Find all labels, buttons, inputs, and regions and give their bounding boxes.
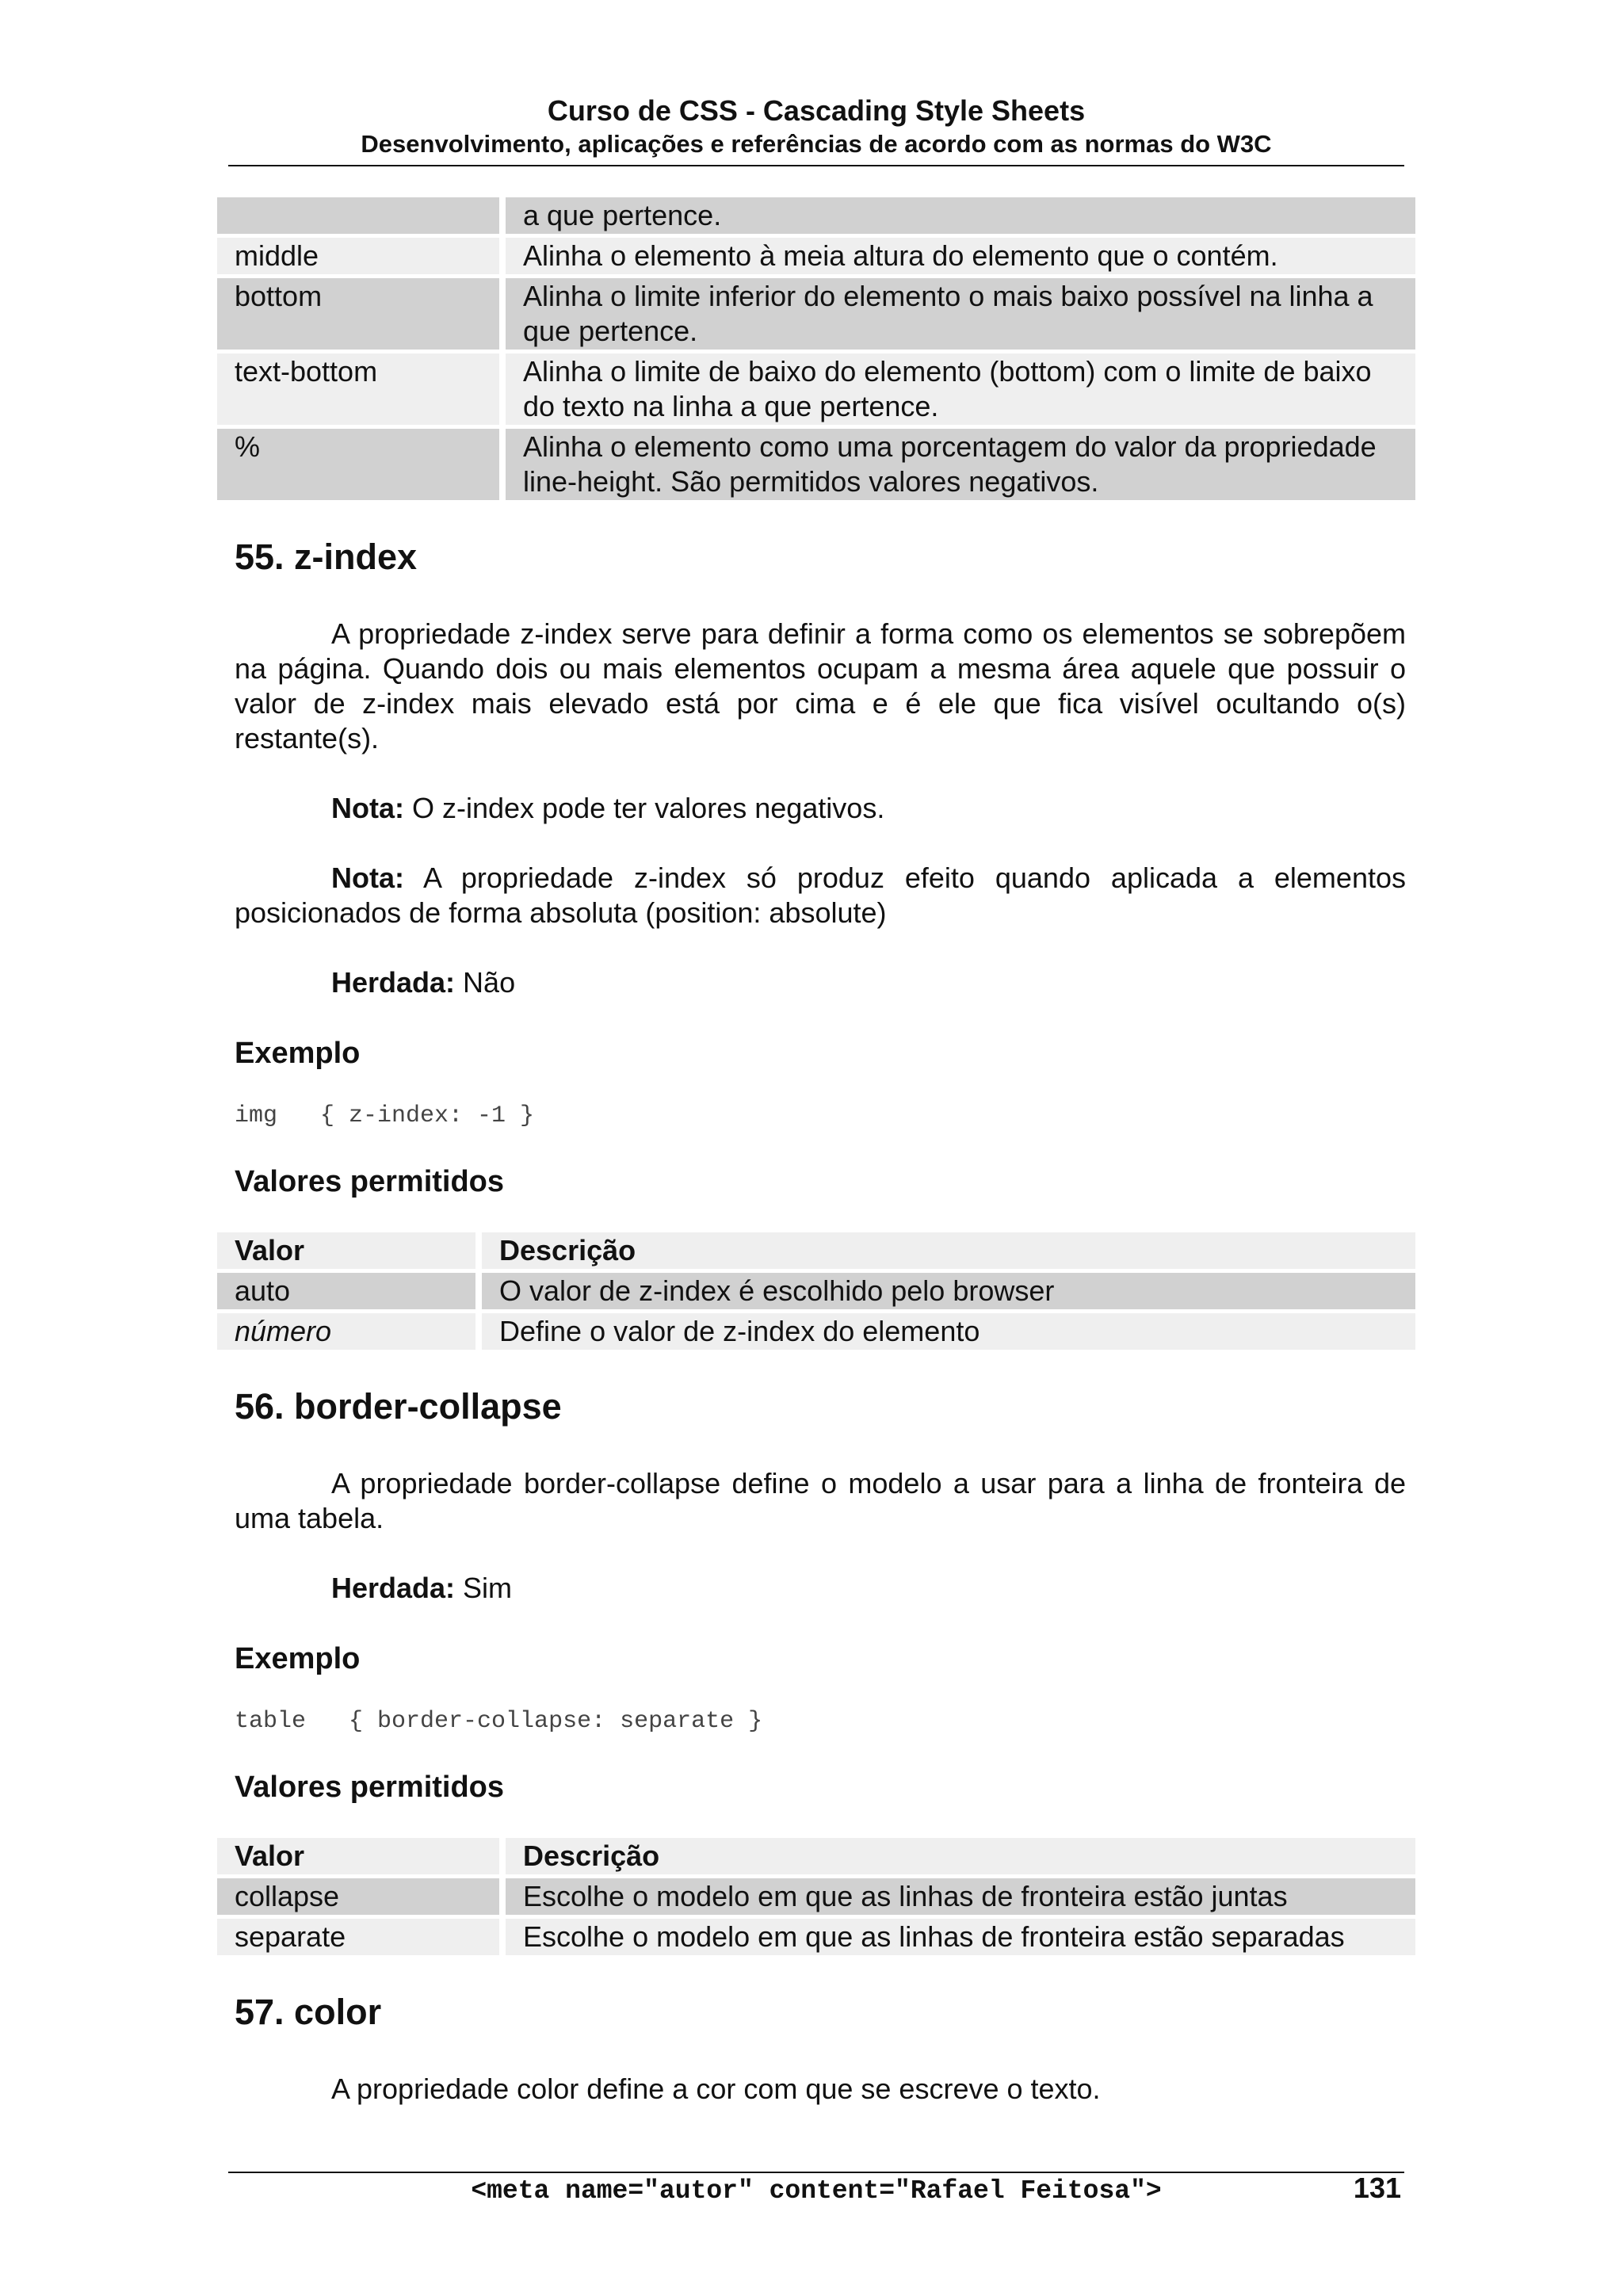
description-cell: O valor de z-index é escolhido pelo browser — [482, 1273, 1415, 1309]
table-row — [217, 238, 1415, 274]
inherited-label: Herdada: — [331, 966, 456, 999]
description-cell: Alinha o elemento à meia altura do elemento que o contém. — [506, 238, 1415, 274]
description-cell: a que pertence. — [506, 197, 1415, 234]
header-rule — [228, 165, 1404, 166]
section-heading-z-index: 55. z-index — [235, 537, 418, 577]
allowed-values-heading: Valores permitidos — [235, 1771, 505, 1804]
table-row — [217, 197, 1415, 234]
page-number: 131 — [1353, 2172, 1401, 2204]
section-paragraph: A propriedade z-index serve para definir a forma como os elementos se sobrepõem na página. Quando dois ou mais elementos ocupam a mesma área aquele que possuir o valor de z-index mais elevado está por cima e é ele que fica visível ocultando o(s) restante(s). — [235, 617, 1406, 755]
description-cell: Alinha o limite de baixo do elemento (bottom) com o limite de baixo do texto na linha a que pertence. — [506, 353, 1415, 425]
value-cell: separate — [217, 1919, 506, 1955]
inherited-line — [331, 965, 1406, 1000]
section-paragraph: A propriedade color define a cor com que se escreve o texto. — [331, 2073, 1101, 2105]
inherited-line — [331, 1571, 1406, 1606]
description-cell: Define o valor de z-index do elemento — [482, 1313, 1415, 1350]
value-cell: text-bottom — [217, 353, 506, 425]
table-header-row — [217, 1232, 1415, 1269]
section-heading-color: 57. color — [235, 1992, 382, 2032]
description-cell: Escolhe o modelo em que as linhas de fronteira estão juntas — [506, 1878, 1415, 1915]
description-cell: Alinha o limite inferior do elemento o mais baixo possível na linha a que pertence. — [506, 278, 1415, 350]
note-text: A propriedade z-index só produz efeito quando aplicada a elementos posicionados de forma absoluta (position: absolute) — [235, 861, 1406, 929]
footer-meta-tag: <meta name="autor" content="Rafael Feitosa"> — [471, 2176, 1162, 2206]
allowed-values-heading: Valores permitidos — [235, 1165, 505, 1198]
column-header: Descrição — [506, 1838, 1415, 1874]
column-header: Valor — [217, 1838, 506, 1874]
value-cell: middle — [217, 238, 506, 274]
table-row — [217, 1878, 1415, 1915]
border-collapse-values-table — [217, 1834, 1415, 1959]
document-subtitle: Desenvolvimento, aplicações e referências de acordo com as normas do W3C — [361, 130, 1272, 158]
table-row — [217, 278, 1415, 350]
value-cell: auto — [217, 1273, 482, 1309]
page-content — [217, 193, 1415, 2141]
note-label: Nota: — [331, 792, 404, 824]
example-heading: Exemplo — [235, 1642, 361, 1675]
note-text: O z-index pode ter valores negativos. — [404, 792, 885, 824]
table-row — [217, 353, 1415, 425]
note — [235, 861, 1406, 930]
section-paragraph: A propriedade border-collapse define o modelo a usar para a linha de fronteira de uma tabela. — [235, 1467, 1406, 1534]
table-row — [217, 1273, 1415, 1309]
column-header: Valor — [217, 1232, 482, 1269]
description-cell: Alinha o elemento como uma porcentagem do valor da propriedade line-height. São permitidos valores negativos. — [506, 429, 1415, 500]
page-footer — [228, 2172, 1404, 2211]
inherited-value: Sim — [455, 1572, 513, 1604]
example-heading: Exemplo — [235, 1037, 361, 1070]
column-header: Descrição — [482, 1232, 1415, 1269]
inherited-value: Não — [455, 966, 516, 999]
value-cell: collapse — [217, 1878, 506, 1915]
value-cell: número — [217, 1313, 482, 1350]
z-index-values-table — [217, 1228, 1415, 1354]
vertical-align-values-table — [217, 193, 1415, 504]
value-cell: % — [217, 429, 506, 500]
value-cell: bottom — [217, 278, 506, 350]
description-cell: Escolhe o modelo em que as linhas de fronteira estão separadas — [506, 1919, 1415, 1955]
table-row — [217, 429, 1415, 500]
table-row — [217, 1919, 1415, 1955]
table-row — [217, 1313, 1415, 1350]
document-title: Curso de CSS - Cascading Style Sheets — [547, 94, 1086, 127]
value-cell — [217, 197, 506, 234]
inherited-label: Herdada: — [331, 1572, 456, 1604]
code-example: table { border-collapse: separate } — [235, 1708, 763, 1735]
table-header-row — [217, 1838, 1415, 1874]
section-heading-border-collapse: 56. border-collapse — [235, 1386, 562, 1427]
code-example: img { z-index: -1 } — [235, 1102, 535, 1129]
note — [331, 791, 1406, 826]
note-label: Nota: — [331, 861, 404, 894]
page-header — [228, 94, 1404, 160]
